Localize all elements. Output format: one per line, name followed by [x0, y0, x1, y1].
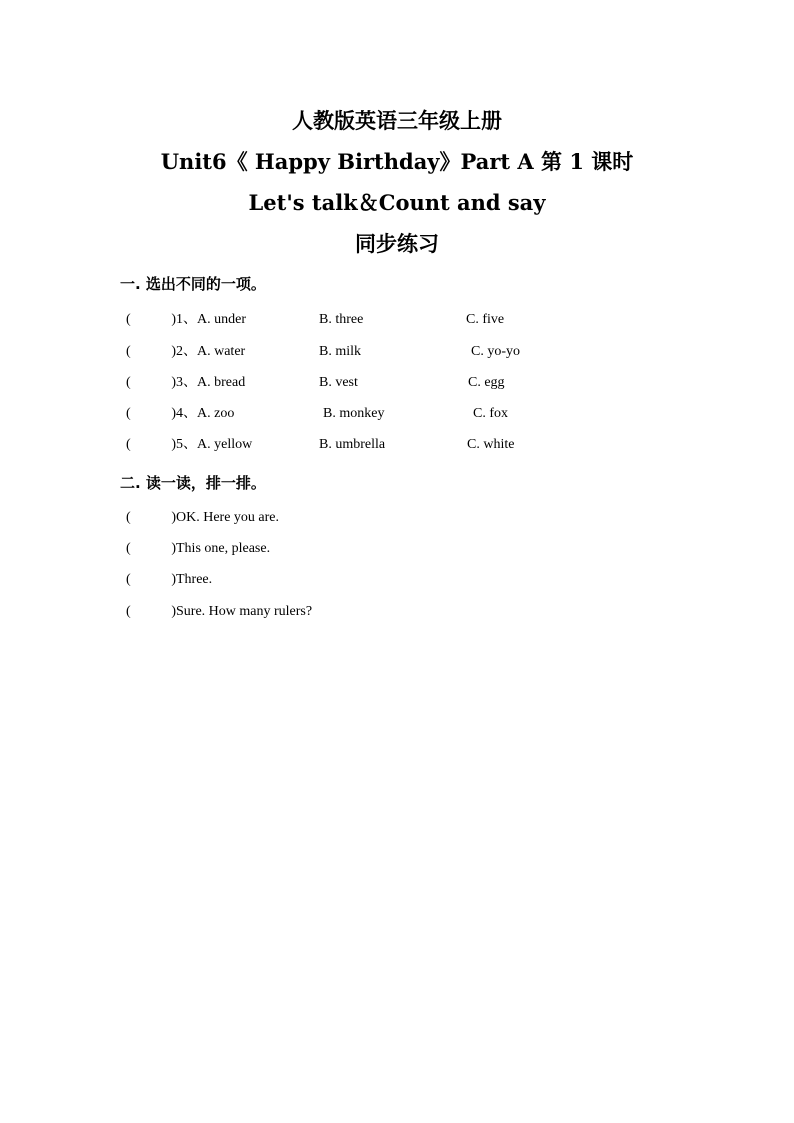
answer-blank[interactable]: ( ) — [126, 541, 176, 556]
answer-blank[interactable]: ( ) — [126, 604, 176, 619]
dialogue-line: OK. Here you are. — [176, 510, 280, 525]
title-lesson: Let's talk＆Count and say — [248, 190, 546, 215]
option-b: B. monkey — [323, 406, 385, 421]
option-c: C. five — [466, 312, 505, 327]
section-1-heading: 一. 选出不同的一项。 — [120, 275, 266, 293]
option-a: 1、A. under — [176, 312, 246, 327]
option-c: C. white — [467, 437, 515, 452]
title-textbook: 人教版英语三年级上册 — [292, 108, 502, 133]
answer-blank[interactable]: ( ) — [126, 312, 176, 327]
option-a: 2、A. water — [176, 344, 246, 359]
option-c: C. egg — [468, 375, 505, 390]
option-c: C. yo-yo — [471, 344, 520, 359]
option-b: B. three — [319, 312, 364, 327]
option-b: B. umbrella — [319, 437, 386, 452]
answer-blank[interactable]: ( ) — [126, 344, 176, 359]
section-2-heading: 二. 读一读，排一排。 — [120, 474, 266, 492]
option-a: 3、A. bread — [176, 375, 246, 390]
title-unit: Unit6《 Happy Birthday》Part A 第 1 课时 — [160, 149, 634, 174]
answer-blank[interactable]: ( ) — [126, 375, 176, 390]
option-c: C. fox — [473, 406, 508, 421]
answer-blank[interactable]: ( ) — [126, 437, 176, 452]
dialogue-line: Three. — [176, 572, 213, 587]
answer-blank[interactable]: ( ) — [126, 510, 176, 525]
option-a: 4、A. zoo — [176, 406, 235, 421]
option-b: B. vest — [319, 375, 358, 390]
answer-blank[interactable]: ( ) — [126, 572, 176, 587]
title-block — [0, 100, 794, 264]
option-b: B. milk — [319, 344, 362, 359]
title-practice: 同步练习 — [355, 231, 439, 256]
dialogue-line: Sure. How many rulers? — [176, 604, 313, 619]
option-a: 5、A. yellow — [176, 437, 253, 452]
dialogue-line: This one, please. — [176, 541, 271, 556]
answer-blank[interactable]: ( ) — [126, 406, 176, 421]
